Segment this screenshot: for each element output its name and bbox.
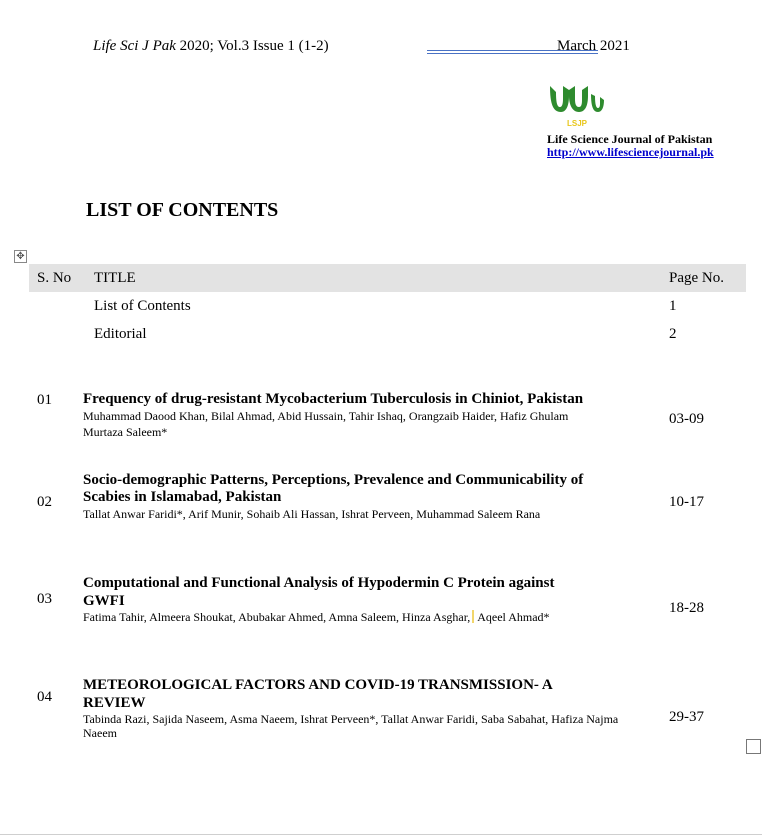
table-move-handle-icon[interactable]: ✥: [14, 250, 27, 263]
article-authors-part: Fatima Tahir, Almeera Shoukat, Abubakar Ahmed, Amna Saleem, Hinza Asghar,: [83, 610, 471, 624]
article-title-cont: Scabies in Islamabad, Pakistan: [83, 489, 282, 505]
article-title-cont: REVIEW: [83, 695, 146, 711]
issue-date: March 2021: [557, 38, 630, 54]
column-header-page: Page No.: [669, 270, 724, 286]
journal-url-link[interactable]: http://www.lifesciencejournal.pk: [547, 145, 714, 159]
article-pages: 29-37: [669, 709, 704, 725]
article-title: METEOROLOGICAL FACTORS AND COVID-19 TRANSMISSION- A: [83, 677, 553, 693]
article-sno: 04: [37, 689, 52, 705]
article-authors: [83, 609, 550, 625]
lsjp-logo-icon: [547, 82, 607, 130]
running-header: [93, 38, 329, 55]
article-sno: 02: [37, 494, 52, 510]
article-pages: 10-17: [669, 494, 704, 510]
article-pages: 18-28: [669, 600, 704, 616]
table-header-row: [29, 264, 746, 292]
article-authors-part: Aqeel Ahmad*: [477, 610, 550, 624]
page-bottom-edge: [0, 834, 762, 835]
journal-name: Life Science Journal of Pakistan: [547, 132, 713, 146]
article-title: Frequency of drug-resistant Mycobacterium Tuberculosis in Chiniot, Pakistan: [83, 391, 584, 407]
logo-text: LSJP: [567, 119, 588, 128]
article-title: Computational and Functional Analysis of Hypodermin C Protein against: [83, 575, 555, 591]
article-authors: Tallat Anwar Faridi*, Arif Munir, Sohaib Ali Hassan, Ishrat Perveen, Muhammad Saleem Rana: [83, 507, 541, 521]
article-authors: Muhammad Daood Khan, Bilal Ahmad, Abid Hussain, Tahir Ishaq, Orangzaib Haider, Hafiz Ghulam: [83, 409, 569, 423]
front-matter-page: 1: [669, 298, 677, 314]
text-cursor: [472, 610, 474, 623]
article-title: Socio-demographic Patterns, Perceptions, Prevalence and Communicability of: [83, 472, 584, 488]
page-title: LIST OF CONTENTS: [86, 199, 279, 221]
column-header-title: TITLE: [94, 270, 136, 286]
article-sno: 03: [37, 591, 52, 607]
article-title-cont: GWFI: [83, 593, 125, 609]
article-authors: Tabinda Razi, Sajida Naseem, Asma Naeem, Ishrat Perveen*, Tallat Anwar Faridi, Saba Sabahat, Hafiza Najma: [83, 712, 619, 726]
front-matter-title: List of Contents: [94, 298, 191, 314]
front-matter-title: Editorial: [94, 326, 147, 342]
article-authors-cont: Murtaza Saleem*: [83, 425, 168, 439]
front-matter-page: 2: [669, 326, 677, 342]
column-header-sno: S. No: [37, 270, 72, 286]
table-resize-handle[interactable]: [746, 739, 761, 754]
journal-abbrev: Life Sci J Pak: [93, 38, 176, 54]
volume-info: 2020; Vol.3 Issue 1 (1-2): [179, 38, 329, 54]
article-pages: 03-09: [669, 411, 704, 427]
article-sno: 01: [37, 392, 52, 408]
article-authors-cont: Naeem: [83, 726, 117, 740]
